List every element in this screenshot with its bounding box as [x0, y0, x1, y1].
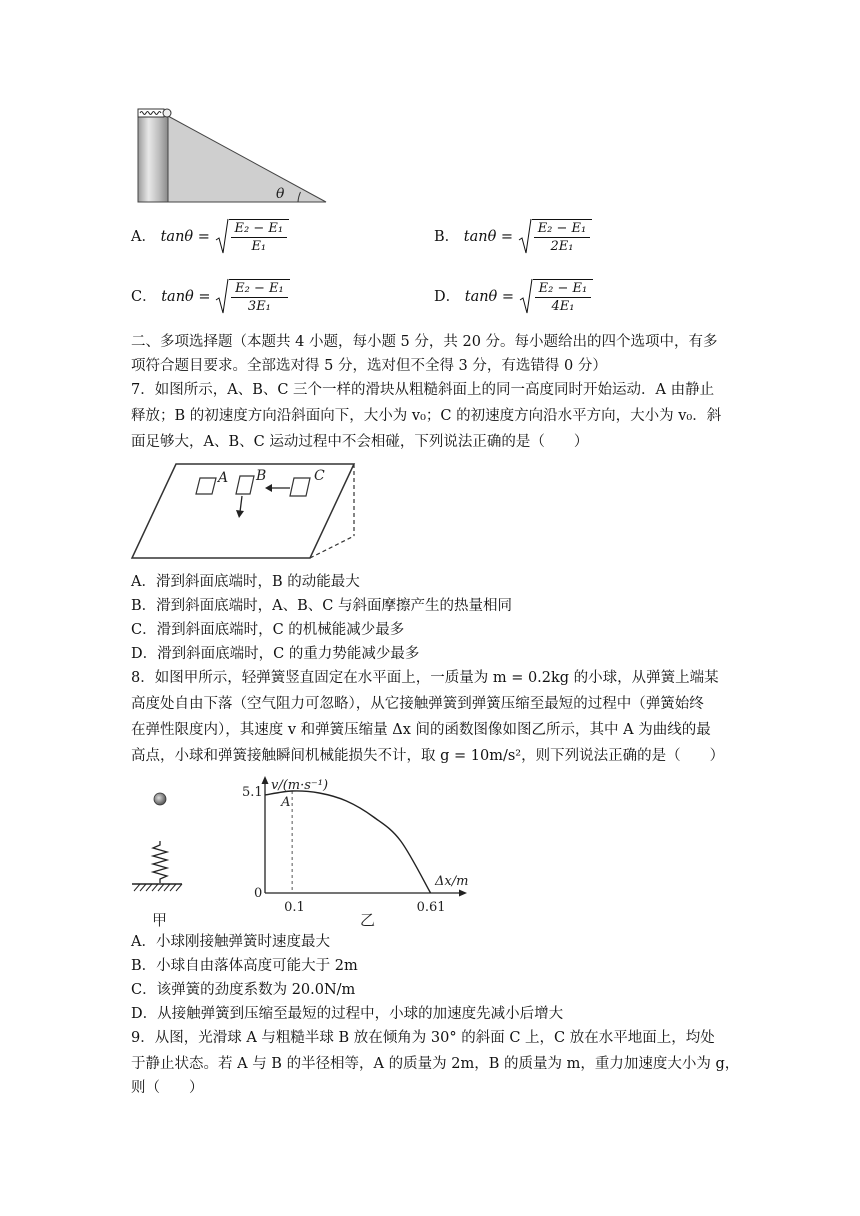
q6-option-d: [434, 278, 593, 316]
fig-yi-label: 乙: [360, 911, 376, 929]
label-a: A: [218, 470, 229, 486]
q8-option-b: B．小球自由落体高度可能大于 2m: [131, 958, 358, 974]
angle-label: θ: [276, 186, 285, 202]
pillar: [138, 116, 168, 202]
q7-option-b: B．滑到斜面底端时，A、B、C 与斜面摩擦产生的热量相同: [131, 598, 512, 614]
q7-line2: 释放；B 的初速度方向沿斜面向下，大小为 v₀；C 的初速度方向沿水平方向，大小为 v₀．斜: [131, 408, 722, 424]
sqrt-expression: [215, 278, 290, 316]
fraction-denominator: E₁: [251, 239, 267, 254]
q8-option-a: A．小球刚接触弹簧时速度最大: [131, 934, 330, 950]
y-axis-arrow: [262, 776, 269, 784]
q7-line1: 7．如图所示，A、B、C 三个一样的滑块从粗糙斜面上的同一高度同时开始运动．A 由静止: [131, 382, 715, 398]
chart-axes: [242, 776, 468, 915]
spring-coil: [153, 841, 167, 883]
tan-lhs: tanθ =: [464, 289, 515, 305]
q9-line3: 则（ ）: [131, 1080, 204, 1096]
block-c: [290, 478, 310, 496]
radical-sign: [518, 218, 532, 256]
fraction-denominator: 4E₁: [551, 299, 575, 314]
fraction-numerator: E₂ − E₁: [534, 220, 591, 238]
option-letter: A．: [131, 229, 156, 245]
radical-sign: [215, 278, 229, 316]
fraction-numerator: E₂ − E₁: [535, 280, 592, 298]
sqrt-expression: [519, 278, 594, 316]
incline-triangle: [168, 116, 326, 202]
sqrt-expression: [518, 218, 593, 256]
option-letter: C．: [131, 289, 157, 305]
q8-line1: 8．如图甲所示，轻弹簧竖直固定在水平面上，一质量为 m = 0.2kg 的小球，从弹簧上端某: [131, 670, 719, 686]
tan-lhs: tanθ =: [160, 229, 210, 245]
tick-label-x: 0.1: [284, 900, 305, 915]
tick-label-y: 5.1: [242, 785, 263, 800]
x-axis-arrow: [459, 890, 467, 897]
option-letter: D．: [434, 289, 461, 305]
label-c: C: [314, 468, 325, 484]
q8-option-c: C．该弹簧的劲度系数为 20.0N/m: [131, 982, 356, 998]
q7-option-c: C．滑到斜面底端时，C 的机械能减少最多: [131, 622, 405, 638]
tan-lhs: tanθ =: [463, 229, 514, 245]
q6-option-b: [434, 218, 592, 256]
tick-label-origin: 0: [254, 886, 263, 901]
radical-sign: [215, 218, 229, 256]
q6-option-c: [131, 278, 290, 316]
q7-figure: [130, 458, 360, 566]
fraction-numerator: E₂ − E₁: [231, 280, 288, 298]
q7-option-d: D．滑到斜面底端时，C 的重力势能减少最多: [131, 646, 420, 662]
label-b: B: [256, 468, 267, 484]
q9-line2: 于静止状态。若 A 与 B 的半径相等，A 的质量为 2m，B 的质量为 m，重力加速度大小为 g，: [131, 1056, 740, 1072]
q9-line1: 9．从图，光滑球 A 与粗糙半球 B 放在倾角为 30° 的斜面 C 上，C 放在水平地面上，均处: [131, 1030, 715, 1046]
peak-point-label: A: [281, 795, 291, 810]
x-axis-label: Δx/m: [435, 874, 469, 889]
fraction-denominator: 3E₁: [247, 299, 271, 314]
ball: [163, 109, 171, 117]
q6-figure: [130, 100, 340, 210]
option-letter: B．: [434, 229, 460, 245]
ground-hatch: [134, 884, 182, 891]
fig-jia-label: 甲: [152, 911, 168, 929]
q8-option-d: D．从接触弹簧到压缩至最短的过程中，小球的加速度先减小后增大: [131, 1006, 564, 1022]
launcher-box: [138, 109, 164, 117]
q8-figure-jia: [128, 785, 208, 931]
falling-ball: [154, 793, 166, 805]
section2-line1: 二、多项选择题（本题共 4 小题，每小题 5 分，共 20 分。每小题给出的四个选项中，有多: [131, 334, 718, 350]
q8-chart-yi: [228, 776, 478, 936]
radical-sign: [519, 278, 533, 316]
section2-line2: 项符合题目要求。全部选对得 5 分，选对但不全得 3 分，有选错得 0 分）: [131, 358, 607, 374]
q6-option-a: [131, 218, 289, 256]
fraction-denominator: 2E₁: [550, 239, 574, 254]
y-axis-label: v/(m·s⁻¹): [271, 778, 329, 793]
sqrt-expression: [215, 218, 290, 256]
tan-lhs: tanθ =: [161, 289, 211, 305]
q8-line2: 高度处自由下落（空气阻力可忽略），从它接触弹簧到弹簧压缩至最短的过程中（弹簧始终: [131, 696, 704, 712]
q8-line3: 在弹性限度内），其速度 v 和弹簧压缩量 Δx 间的函数图像如图乙所示，其中 A 为曲线的最: [131, 722, 711, 738]
q7-line3: 面足够大，A、B、C 运动过程中不会相碰，下列说法正确的是（ ）: [131, 434, 589, 450]
q7-option-a: A．滑到斜面底端时，B 的动能最大: [131, 574, 360, 590]
q8-line4: 高点，小球和弹簧接触瞬间机械能损失不计，取 g = 10m/s²，则下列说法正确的是（ ）: [131, 748, 725, 764]
tick-label-x: 0.61: [416, 900, 446, 915]
fraction-numerator: E₂ − E₁: [231, 220, 288, 238]
block-a: [196, 478, 216, 494]
